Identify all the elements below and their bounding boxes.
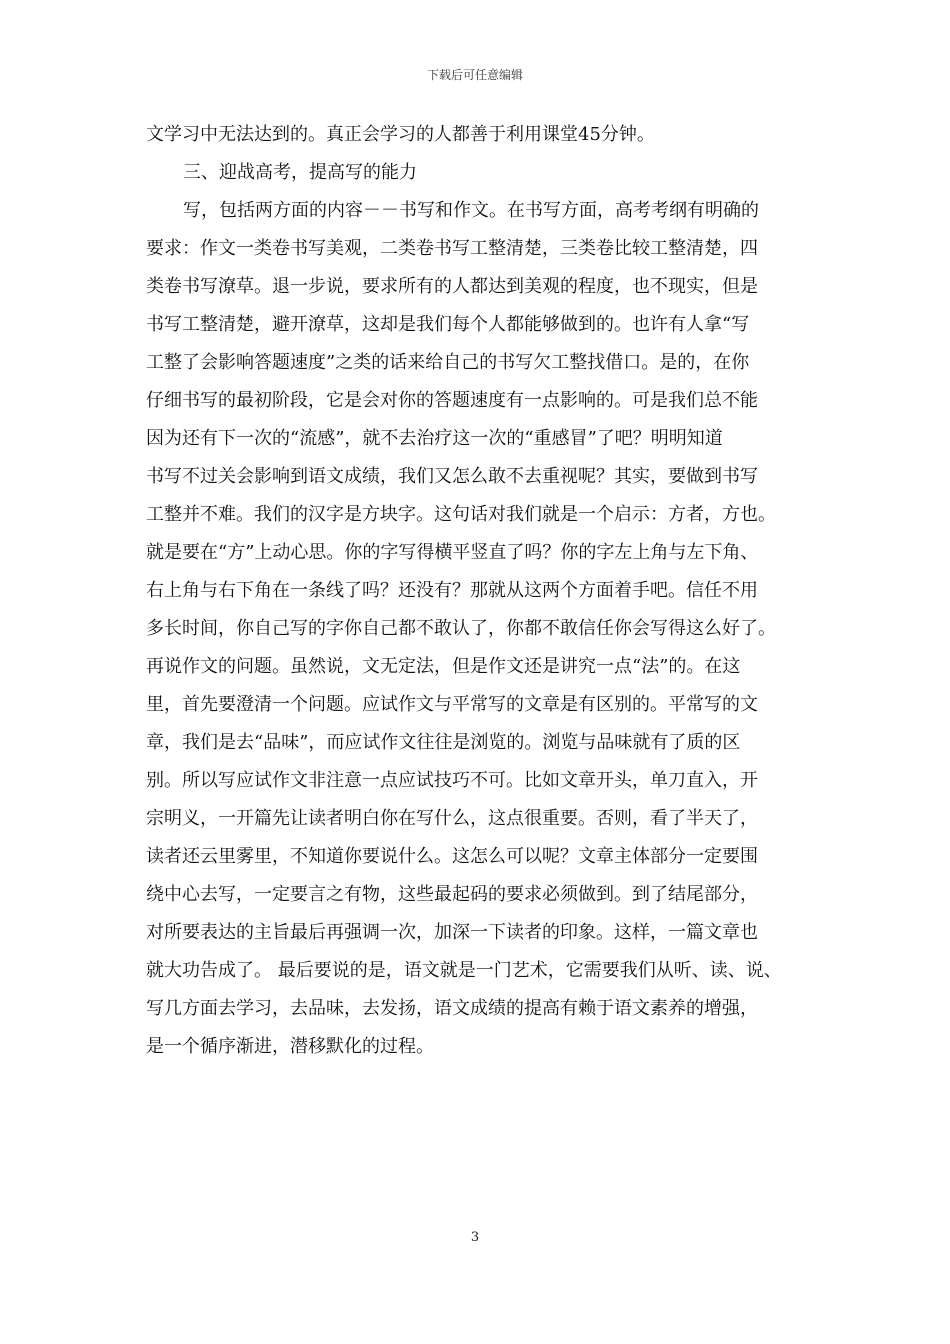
text-line: 仔细书写的最初阶段，它是会对你的答题速度有一点影响的。可是我们总不能 xyxy=(146,390,758,411)
text-line: 书写工整清楚，避开潦草，这却是我们每个人都能够做到的。也许有人拿“写 xyxy=(146,314,750,335)
section-heading: 三、迎战高考，提高写的能力 xyxy=(183,162,417,183)
text-line: 因为还有下一次的“流感”，就不去治疗这一次的“重感冒”了吧？明明知道 xyxy=(146,428,723,449)
text-line: 就是要在“方”上动心思。你的字写得横平竖直了吗？你的字左上角与左下角、 xyxy=(146,542,759,563)
text-line: 书写不过关会影响到语文成绩，我们又怎么敢不去重视呢？其实，要做到书写 xyxy=(146,466,758,487)
text-line: 右上角与右下角在一条线了吗？还没有？那就从这两个方面着手吧。信任不用 xyxy=(146,580,758,601)
text-line: 对所要表达的主旨最后再强调一次，加深一下读者的印象。这样，一篇文章也 xyxy=(146,922,758,943)
page-header: 下载后可任意编辑 xyxy=(426,68,523,82)
page-number: 3 xyxy=(470,1230,480,1245)
text-line: 章，我们是去“品味”，而应试作文往往是浏览的。浏览与品味就有了质的区 xyxy=(146,732,741,753)
text-line: 再说作文的问题。虽然说，文无定法，但是作文还是讲究一点“法”的。在这 xyxy=(146,656,741,677)
text-line: 绕中心去写，一定要言之有物，这些最起码的要求必须做到。到了结尾部分， xyxy=(146,884,758,905)
document-body xyxy=(146,116,826,1066)
text-line: 宗明义，一开篇先让读者明白你在写什么，这点很重要。否则，看了半天了， xyxy=(146,808,758,829)
text-line: 多长时间，你自己写的字你自己都不敢认了，你都不敢信任你会写得这么好了。 xyxy=(146,618,776,639)
text-line: 类卷书写潦草。退一步说，要求所有的人都达到美观的程度，也不现实，但是 xyxy=(146,276,758,297)
text-line: 读者还云里雾里，不知道你要说什么。这怎么可以呢？文章主体部分一定要围 xyxy=(146,846,758,867)
text-line: 里，首先要澄清一个问题。应试作文与平常写的文章是有区别的。平常写的文 xyxy=(146,694,758,715)
text-line: 要求：作文一类卷书写美观，二类卷书写工整清楚，三类卷比较工整清楚，四 xyxy=(146,238,758,259)
text-line: 文学习中无法达到的。真正会学习的人都善于利用课堂45分钟。 xyxy=(146,124,655,145)
text-line: 就大功告成了。 最后要说的是，语文就是一门艺术，它需要我们从听、读、说、 xyxy=(146,960,782,981)
text-line: 工整了会影响答题速度”之类的话来给自己的书写欠工整找借口。是的，在你 xyxy=(146,352,750,373)
text-line: 工整并不难。我们的汉字是方块字。这句话对我们就是一个启示：方者，方也。 xyxy=(146,504,776,525)
text-line: 写几方面去学习，去品味，去发扬，语文成绩的提高有赖于语文素养的增强， xyxy=(146,998,758,1019)
text-line: 是一个循序渐进，潜移默化的过程。 xyxy=(146,1036,434,1057)
text-line: 别。所以写应试作文非注意一点应试技巧不可。比如文章开头，单刀直入，开 xyxy=(146,770,758,791)
paragraph-first-line: 写，包括两方面的内容－－书写和作文。在书写方面，高考考纲有明确的 xyxy=(183,200,759,221)
